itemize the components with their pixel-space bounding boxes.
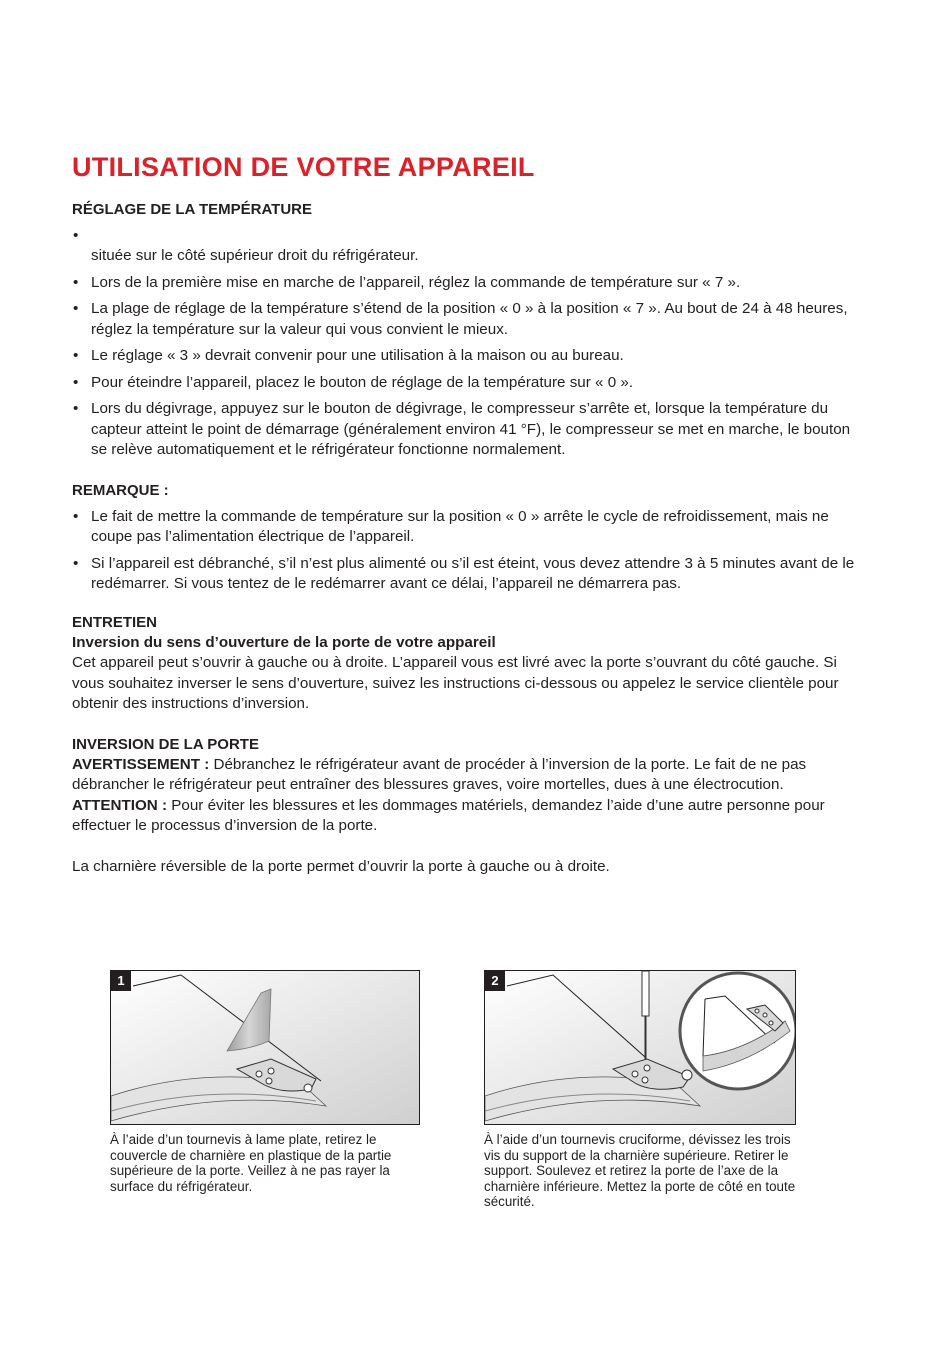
bullet-icon: •: [73, 300, 79, 317]
step-number: 2: [485, 971, 505, 991]
list-item: • Si l’appareil est débranché, s’il n’est plus alimenté ou s’il est éteint, vous devez attendre 3 à 5 minutes avant de le redémarrer. Si vous tentez de le redémarrer avant ce délai, l’appareil ne démarrera pas.: [73, 554, 855, 592]
remark-list: [72, 507, 864, 595]
bullet-icon: •: [73, 507, 79, 525]
list-item: • Lors de la première mise en marche de l’appareil, réglez la commande de température sur « 7 ».: [72, 273, 864, 294]
temperature-section: [72, 200, 864, 461]
figure-2-illustration: [484, 970, 796, 1125]
figure-2: [484, 970, 796, 1210]
warning-paragraph: [72, 755, 864, 796]
step-number: 1: [111, 971, 131, 991]
maintenance-body: Cet appareil peut s’ouvrir à gauche ou à droite. L’appareil vous est livré avec la porte s’ouvrant du côté gauche. Si vous souhaitez inverser le sens d’ouverture, suivez les instructions ci-dessous ou appelez le service clientèle pour obtenir des instructions d’inversion.: [72, 654, 839, 712]
door-heading: INVERSION DE LA PORTE: [72, 735, 259, 753]
caution-label: ATTENTION :: [72, 796, 168, 814]
bullet-icon: •: [73, 400, 79, 417]
hinge-note: La charnière réversible de la porte permet d’ouvrir la porte à gauche ou à droite.: [72, 857, 610, 875]
figure-1-illustration: [110, 970, 420, 1125]
bullet-icon: •: [73, 373, 79, 391]
figure-2-caption: À l’aide d’un tournevis cruciforme, dévissez les trois vis du support de la charnière supérieure. Retirer le support. Soulevez et retirez la porte de l’axe de la charnière inférieure. Mettez la porte de côté en toute sécurité.: [484, 1132, 796, 1209]
remark-section: [72, 481, 864, 595]
hinge-cover-illustration: [111, 971, 420, 1125]
list-item: • Lors du dégivrage, appuyez sur le bouton de dégivrage, le compresseur s’arrête et, lorsque la température du capteur atteint le point de démarrage (généralement environ 41 °F), le compresseur se met en marche, le bouton se relève automatiquement et le réfrigérateur fonctionne normalement.: [73, 400, 851, 458]
hinge-bracket-illustration: [485, 971, 796, 1125]
caution-text: Pour éviter les blessures et les dommages matériels, demandez l’aide d’une autre personne pour effectuer le processus d’inversion de la porte.: [72, 796, 825, 834]
warning-text: Débranchez le réfrigérateur avant de procéder à l’inversion de la porte. Le fait de ne pas débrancher le réfrigérateur peut entraîner des blessures graves, voire mortelles, dues à une électrocution.: [72, 755, 807, 793]
temperature-heading: RÉGLAGE DE LA TEMPÉRATURE: [72, 201, 313, 218]
bullet-icon: •: [73, 227, 79, 244]
manual-page: [72, 150, 864, 877]
list-item: • La plage de réglage de la température s’étend de la position « 0 » à la position « 7 ». Au bout de 24 à 48 heures, réglez la température sur la valeur qui vous convient le mieux.: [73, 300, 848, 338]
caution-paragraph: [72, 796, 864, 837]
list-item: • Pour éteindre l’appareil, placez le bouton de réglage de la température sur « 0 ».: [72, 373, 864, 394]
remark-heading: REMARQUE :: [72, 481, 169, 499]
bullet-icon: •: [73, 554, 79, 572]
maintenance-section: [72, 613, 864, 715]
figure-1-caption: À l’aide d’un tournevis à lame plate, retirez le couvercle de charnière en plastique de la partie supérieure de la porte. Veillez à ne pas rayer la surface du réfrigérateur.: [110, 1132, 392, 1194]
maintenance-heading: ENTRETIEN: [72, 613, 158, 631]
warning-label: AVERTISSEMENT :: [72, 755, 210, 773]
door-section: [72, 735, 864, 878]
page-title: UTILISATION DE VOTRE APPAREIL: [72, 152, 535, 182]
list-item: • Le fait de mettre la commande de température sur la position « 0 » arrête le cycle de refroidissement, mais ne coupe pas l’alimentation électrique de l’appareil.: [73, 507, 829, 545]
figure-1: [110, 970, 420, 1194]
bullet-icon: •: [73, 347, 79, 364]
maintenance-subheading: Inversion du sens d’ouverture de la porte de votre appareil: [72, 633, 496, 651]
list-item: • Le réglage « 3 » devrait convenir pour une utilisation à la maison ou au bureau.: [72, 346, 864, 367]
bullet-icon: •: [73, 273, 79, 291]
temperature-list: [72, 226, 864, 461]
list-item: • située sur le côté supérieur droit du réfrigérateur.: [73, 227, 419, 264]
figures: [110, 970, 824, 1220]
